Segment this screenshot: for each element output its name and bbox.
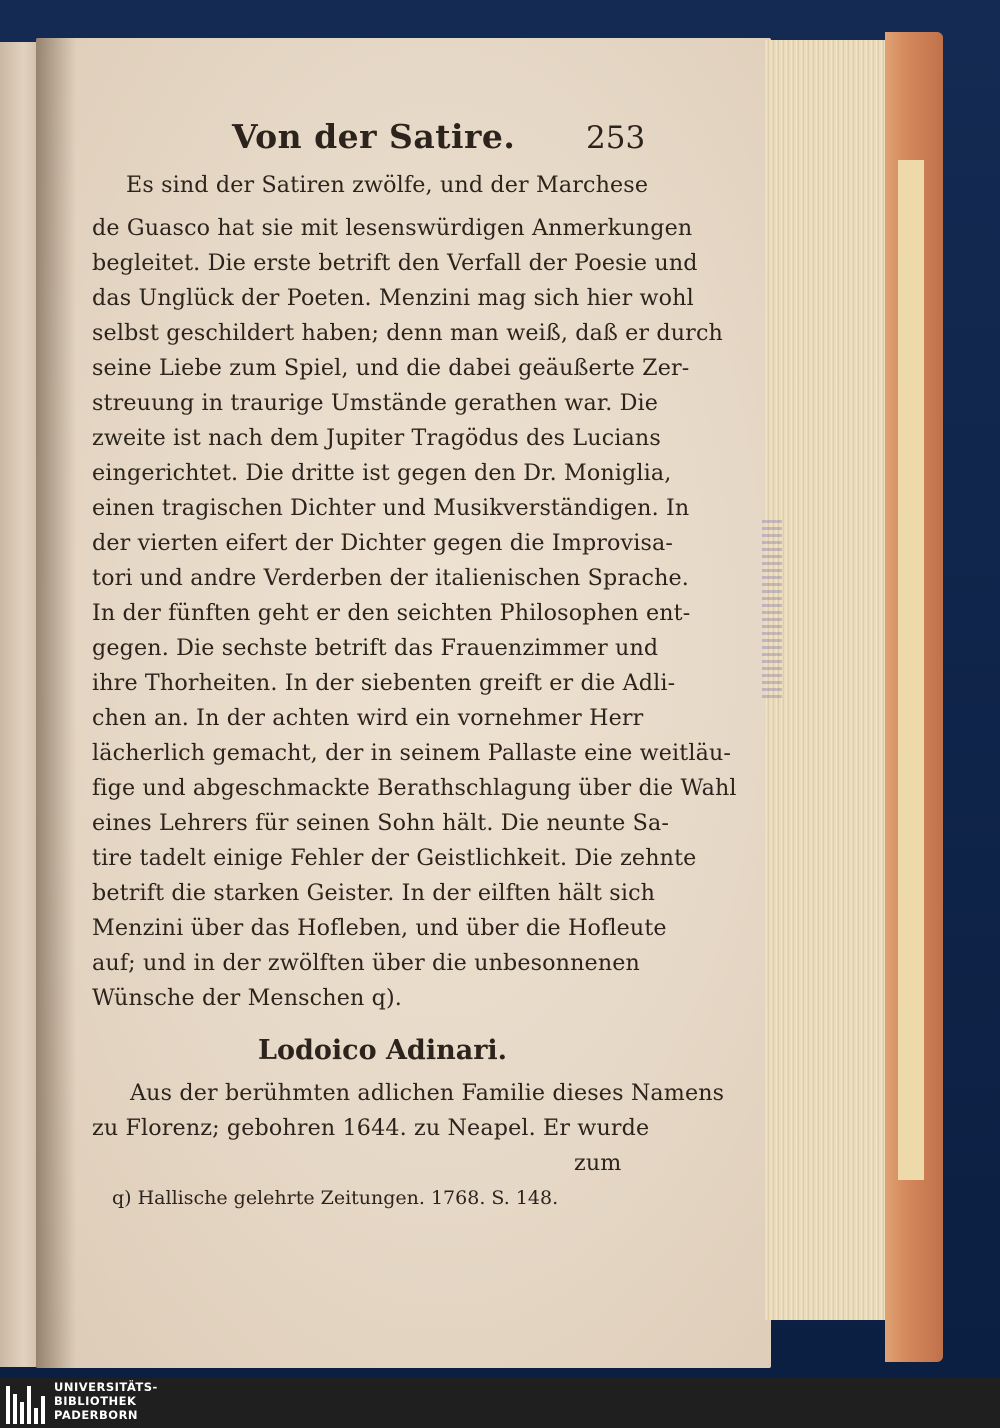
page-gutter-shadow — [36, 38, 76, 1368]
text-line: betrift die starken Geister. In der eilften hält sich — [92, 880, 656, 906]
section-heading: Lodoico Adinari. — [258, 1035, 508, 1066]
library-logo-text — [54, 1380, 158, 1422]
text-line: seine Liebe zum Spiel, und die dabei geäußerte Zer- — [92, 355, 690, 381]
logo-line: UNIVERSITÄTS- — [54, 1380, 158, 1394]
logo-line: BIBLIOTHEK — [54, 1394, 137, 1408]
library-stamp — [762, 520, 782, 700]
text-line: ihre Thorheiten. In der siebenten greift er die Adli- — [92, 670, 676, 696]
running-head: Von der Satire. — [232, 117, 516, 156]
text-line: In der fünften geht er den seichten Philosophen ent- — [92, 600, 691, 626]
text-line: auf; und in der zwölften über die unbesonnenen — [92, 950, 641, 976]
left-page-edge — [0, 42, 41, 1367]
text-line: tori und andre Verderben der italienischen Sprache. — [92, 565, 690, 591]
text-line: de Guasco hat sie mit lesenswürdigen Anmerkungen — [92, 215, 693, 241]
text-line: gegen. Die sechste betrift das Frauenzimmer und — [92, 635, 659, 661]
cover-inner-strip — [898, 160, 924, 1180]
text-line: selbst geschildert haben; denn man weiß, daß er durch — [92, 320, 723, 346]
text-line: fige und abgeschmackte Berathschlagung über die Wahl — [92, 775, 737, 801]
library-logo-icon — [4, 1382, 48, 1424]
text-line: lächerlich gemacht, der in seinem Pallaste eine weitläu- — [92, 740, 732, 766]
text-line: Menzini über das Hofleben, und über die Hofleute — [92, 915, 667, 941]
text-line: begleitet. Die erste betrift den Verfall der Poesie und — [92, 250, 698, 276]
text-line: Es sind der Satiren zwölfe, und der Marchese — [126, 172, 649, 198]
text-line: eingerichtet. Die dritte ist gegen den Dr. Moniglia, — [92, 460, 672, 486]
catchword: zum — [574, 1150, 622, 1176]
logo-line: PADERBORN — [54, 1408, 139, 1422]
page-number: 253 — [586, 120, 646, 156]
text-line: Wünsche der Menschen q). — [92, 985, 402, 1011]
text-line: streuung in traurige Umstände gerathen war. Die — [92, 390, 659, 416]
text-line: der vierten eifert der Dichter gegen die Improvisa- — [92, 530, 674, 556]
text-line: das Unglück der Poeten. Menzini mag sich hier wohl — [92, 285, 694, 311]
text-line: Aus der berühmten adlichen Familie dieses Namens — [130, 1080, 725, 1106]
page-block-edges — [765, 40, 892, 1320]
text-line: tire tadelt einige Fehler der Geistlichkeit. Die zehnte — [92, 845, 697, 871]
text-line: eines Lehrers für seinen Sohn hält. Die neunte Sa- — [92, 810, 669, 836]
text-line: zu Florenz; gebohren 1644. zu Neapel. Er wurde — [92, 1115, 650, 1141]
text-line: chen an. In der achten wird ein vornehmer Herr — [92, 705, 644, 731]
text-line: einen tragischen Dichter und Musikverständigen. In — [92, 495, 690, 521]
footnote: q) Hallische gelehrte Zeitungen. 1768. S. 148. — [112, 1187, 559, 1209]
text-line: zweite ist nach dem Jupiter Tragödus des Lucians — [92, 425, 661, 451]
